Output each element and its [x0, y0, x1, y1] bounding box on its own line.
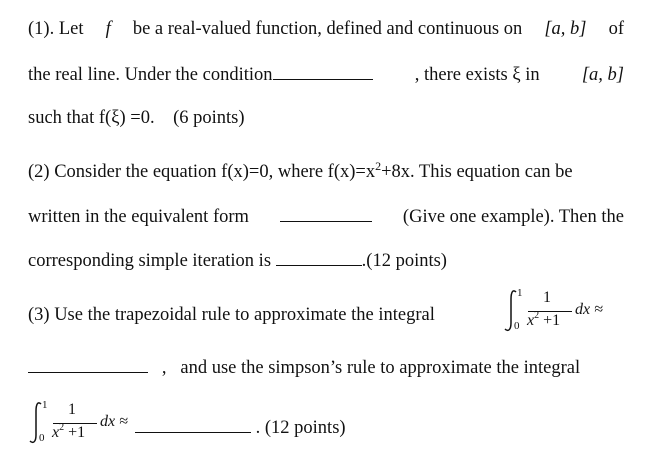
q3-line-1	[28, 303, 435, 327]
q2-iteration-blank[interactable]	[276, 247, 362, 266]
q1-exists-text: , there exists ξ in	[414, 65, 540, 85]
q1-interval: [a, b]	[544, 19, 587, 39]
q1-text-c: of	[608, 19, 624, 39]
integral-lower-limit: 0	[514, 320, 520, 332]
integral-denominator: $x^2 +1$	[527, 310, 561, 329]
q2-text-a: (2) Consider the equation f(x)=0, where f(x)=x	[28, 162, 376, 182]
q3-simpson-blank[interactable]	[135, 414, 251, 433]
q3-simpson-text: and use the simpson’s rule to approximate the integral	[180, 358, 581, 378]
q2-exponent: 2	[375, 159, 382, 173]
q3-points: . (12 points)	[255, 418, 346, 438]
q1-condition-blank[interactable]	[273, 61, 373, 80]
integral-numerator: 1	[68, 401, 76, 418]
integral-lower-limit: 0	[39, 432, 45, 444]
integral-denominator: $x^2 +1$	[52, 422, 86, 441]
q3-line-3	[135, 414, 346, 440]
integral-dx: dx ≈	[575, 301, 603, 318]
q1-text-b: be a real-valued function, defined and continuous on	[132, 19, 523, 39]
q2-line-2	[28, 203, 624, 229]
q3-line-2	[28, 354, 580, 380]
q2-line-3	[28, 247, 447, 273]
q1-function-symbol: f	[105, 19, 111, 39]
q1-line-3	[28, 106, 245, 130]
q1-line-2	[28, 61, 624, 87]
integral-upper-limit: 1	[517, 287, 523, 299]
q3-trapezoid-blank[interactable]	[28, 354, 148, 373]
q2-iteration-label: corresponding simple iteration is	[28, 251, 272, 271]
integral-numerator: 1	[543, 289, 551, 306]
q1-condition-label: the real line. Under the condition	[28, 65, 273, 85]
q2-example-text: (Give one example). Then the	[402, 207, 624, 227]
q3-integral-1	[503, 289, 613, 343]
q1-points: (6 points)	[173, 108, 245, 128]
q1-conclusion: such that f(ξ) =0.	[28, 108, 155, 128]
q2-line-1	[28, 160, 573, 185]
q3-trapezoid-text: (3) Use the trapezoidal rule to approximate the integral	[28, 305, 435, 325]
q1-text-a: (1). Let	[28, 19, 84, 39]
q2-form-blank[interactable]	[280, 203, 372, 222]
q1-interval-2: [a, b]	[581, 65, 624, 85]
integral-dx: dx ≈	[100, 413, 128, 430]
q2-text-b: +8x. This equation can be	[381, 162, 573, 182]
q3-integral-2	[28, 401, 138, 455]
q3-comma: ,	[161, 358, 167, 378]
q2-form-label: written in the equivalent form	[28, 207, 249, 227]
q2-points: .(12 points)	[361, 251, 447, 271]
integral-upper-limit: 1	[42, 399, 48, 411]
q1-line-1	[28, 17, 624, 41]
